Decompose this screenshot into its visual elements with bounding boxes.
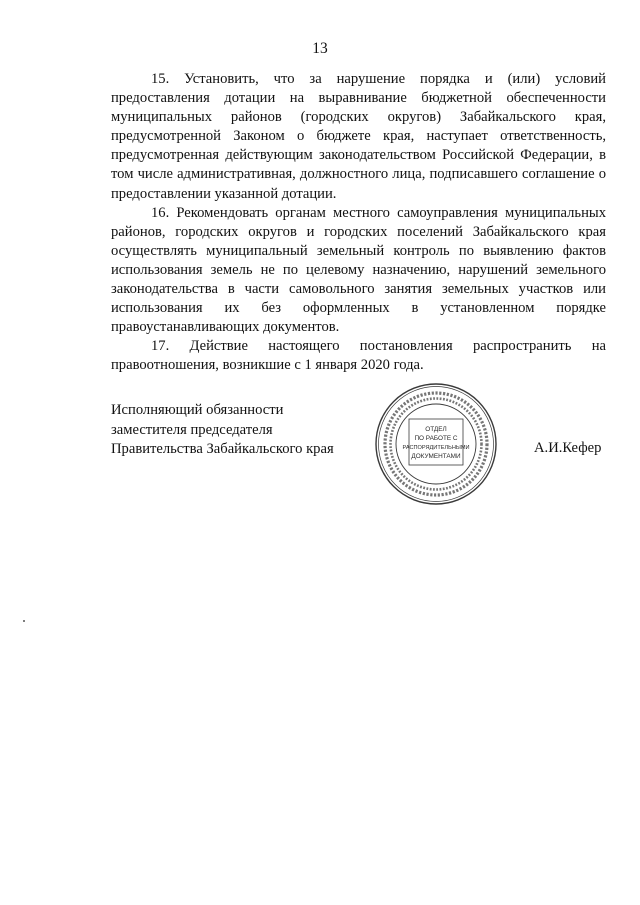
scan-speck xyxy=(23,620,25,622)
paragraph-15: 15. Установить, что за нарушение порядка и (или) условий предоставления дотации на выравнивание бюджетной обеспеченности муниципальных районов (городских округов) Забайкальского края, предусмотренной Законом о бюджете края, наступает ответственность, предусмотренная действующим законодательством Российской Федерации, в том числе административная, должностного лица, подписавшего соглашение о предоставлении указанной дотации. xyxy=(111,71,606,202)
signatory-position xyxy=(111,401,334,460)
stamp-line: РАСПОРЯДИТЕЛЬНЫМИ xyxy=(402,445,470,451)
signatory-position-line: Правительства Забайкальского края xyxy=(111,441,334,457)
stamp-line: ОТДЕЛ xyxy=(425,426,447,433)
signatory-position-line: заместителя председателя xyxy=(111,421,273,438)
paragraph-17: 17. Действие настоящего постановления распространить на правоотношения, возникшие с 1 января 2020 года. xyxy=(111,338,606,374)
page-number: 13 xyxy=(312,40,328,57)
document-body xyxy=(111,70,606,376)
stamp-line: ДОКУМЕНТАМИ xyxy=(411,453,461,460)
signatory-position-line: Исполняющий обязанности xyxy=(111,402,284,418)
signatory-name: А.И.Кефер xyxy=(534,440,602,456)
stamp-seal-icon xyxy=(373,381,499,507)
paragraph-16: 16. Рекомендовать органам местного самоуправления муниципальных районов, городских округов и городских поселений Забайкальского края осуществлять муниципальный земельный контроль по выявлению фактов использования земель не по целевому назначению, нарушений земельного законодательства в части самовольного занятия земельных участков или использования их без оформленных в установленном порядке правоустанавливающих документов. xyxy=(111,204,606,336)
official-stamp xyxy=(373,381,499,507)
stamp-line: ПО РАБОТЕ С xyxy=(414,435,458,442)
